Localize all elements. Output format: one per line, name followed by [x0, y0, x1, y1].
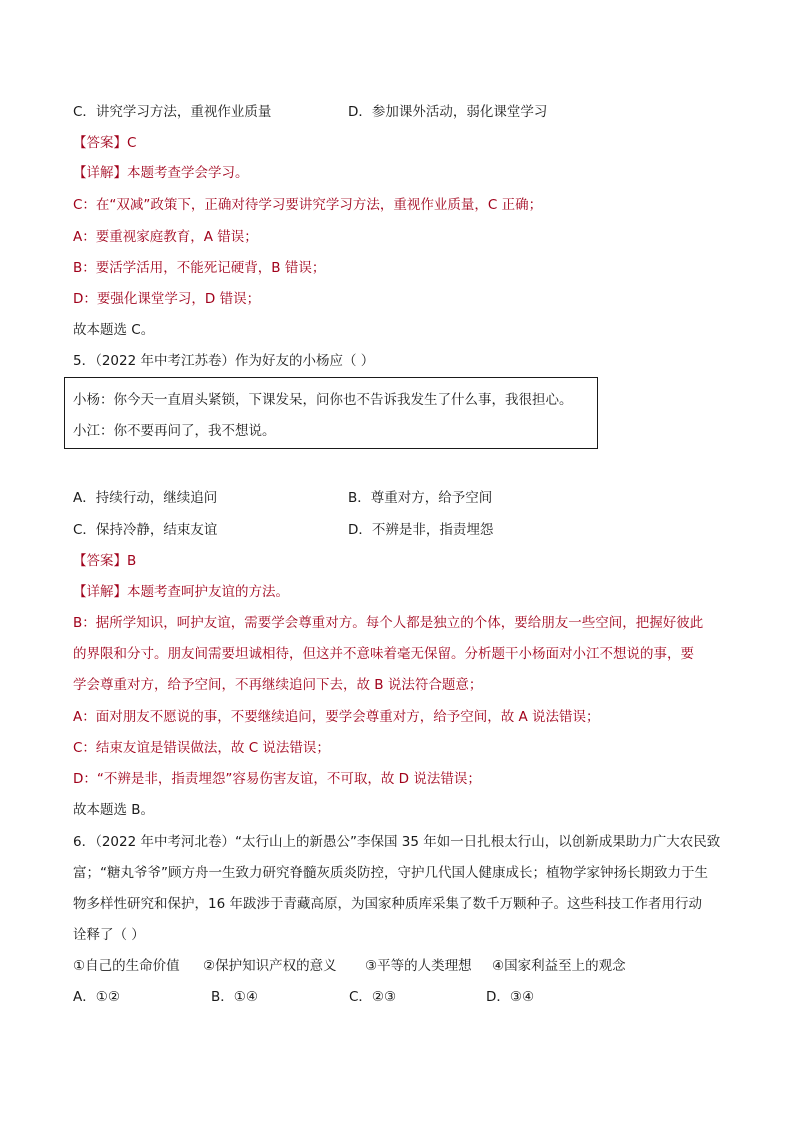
answer-value: C: [127, 135, 137, 151]
q5-dialog-box: [64, 377, 598, 449]
q6-stem-line: 诠释了（ ）: [73, 927, 145, 943]
dialog-line: 小杨：你今天一直眉头紧锁，下课发呆，问你也不告诉我发生了什么事，我很担心。: [73, 392, 573, 408]
answer-tag: 【答案】: [73, 553, 127, 569]
detail-tag: 【详解】: [73, 584, 127, 600]
q4-option-c: C．讲究学习方法，重视作业质量: [73, 104, 272, 120]
q6-option-d: D．③④: [486, 989, 535, 1005]
q4-detail-line: D：要强化课堂学习，D 错误；: [73, 291, 261, 307]
answer-tag: 【答案】: [73, 135, 127, 151]
q6-option-b: B．①④: [211, 989, 258, 1005]
q5-answer: [73, 551, 136, 571]
q6-options: [73, 987, 534, 1007]
q5-option-a: A．持续行动，继续追问: [73, 490, 218, 506]
q5-option-b: B．尊重对方，给予空间: [348, 490, 493, 506]
q5-detail-line: B：据所学知识，呵护友谊，需要学会尊重对方。每个人都是独立的个体，要给朋友一些空间，把握好彼此: [73, 615, 704, 631]
q5-detail-line: D：“不辨是非，指责埋怨”容易伤害友谊，不可取，故 D 说法错误；: [73, 771, 481, 787]
detail-intro: 本题考查呵护友谊的方法。: [127, 584, 289, 600]
q4-detail-line: C：在“双减”政策下，正确对待学习要讲究学习方法，重视作业质量，C 正确；: [73, 197, 543, 213]
q6-item: ③平等的人类理想: [365, 958, 472, 974]
q6-stem-line: 物多样性研究和保护，16 年跋涉于青藏高原，为国家种质库采集了数千万颗种子。这些科技工作者用行动: [73, 896, 702, 912]
q4-detail-line: B：要活学活用，不能死记硬背，B 错误；: [73, 260, 326, 276]
q4-detail: [73, 163, 249, 183]
q6-item: ②保护知识产权的意义: [203, 958, 337, 974]
q6-stem-line: 富；“糖丸爷爷”顾方舟一生致力研究脊髓灰质炎防控，守护几代国人健康成长；植物学家钟扬长期致力于生: [73, 865, 708, 881]
q6-item: ①自己的生命价值: [73, 958, 180, 974]
q4-detail-line: A：要重视家庭教育，A 错误；: [73, 229, 258, 245]
q6-stem-line: 6．（2022 年中考河北卷）“太行山上的新愚公”李保国 35 年如一日扎根太行山，以创新成果助力广大农民致: [73, 834, 721, 850]
q4-answer: [73, 133, 136, 153]
q6-option-a: A．①②: [73, 989, 120, 1005]
q5-detail-line: C：结束友谊是错误做法，故 C 说法错误；: [73, 740, 330, 756]
q6-option-c: C．②③: [349, 989, 397, 1005]
dialog-line: 小江：你不要再问了，我不想说。: [73, 423, 276, 439]
q5-conclusion: 故本题选 B。: [73, 802, 155, 818]
q5-detail-line: 的界限和分寸。朋友间需要坦诚相待，但这并不意味着毫无保留。分析题干小杨面对小江不想说的事，要: [73, 646, 694, 662]
q5-detail-line: A：面对朋友不愿说的事，不要继续追问，要学会尊重对方，给予空间，故 A 说法错误；: [73, 709, 600, 725]
q6-items: [73, 956, 626, 976]
detail-tag: 【详解】: [73, 165, 127, 181]
q4-option-d: D．参加课外活动，弱化课堂学习: [348, 104, 548, 120]
q6-item: ④国家利益至上的观念: [492, 958, 626, 974]
q5-option-c: C．保持冷静，结束友谊: [73, 522, 218, 538]
q5-detail-line: 学会尊重对方，给予空间，不再继续追问下去，故 B 说法符合题意；: [73, 677, 483, 693]
detail-intro: 本题考查学会学习。: [127, 165, 249, 181]
q5-option-d: D．不辨是非，指责埋怨: [348, 522, 494, 538]
q5-detail: [73, 582, 289, 602]
q5-stem: 5．（2022 年中考江苏卷）作为好友的小杨应（ ）: [73, 353, 375, 369]
answer-value: B: [127, 553, 137, 569]
q4-conclusion: 故本题选 C。: [73, 322, 155, 338]
